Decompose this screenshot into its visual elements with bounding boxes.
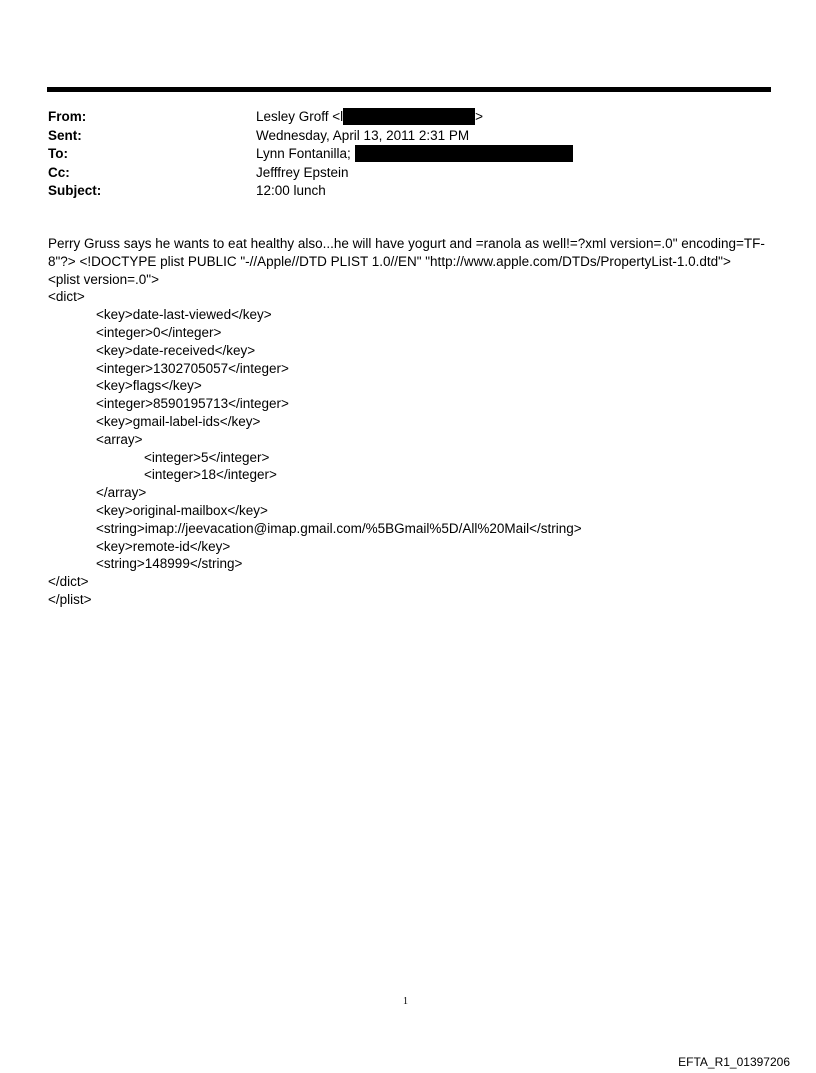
- plist-line: <key>remote-id</key>: [96, 538, 231, 554]
- from-label: From:: [48, 109, 87, 124]
- redaction-box: [343, 108, 475, 125]
- page-number: 1: [403, 996, 408, 1007]
- plist-line: <key>date-last-viewed</key>: [96, 307, 272, 323]
- document-id: EFTA_R1_01397206: [678, 1055, 790, 1069]
- plist-line: <key>gmail-label-ids</key>: [96, 413, 261, 429]
- to-value: [256, 145, 573, 164]
- header-rule: [47, 87, 771, 92]
- plist-line: <plist version=.0">: [48, 271, 159, 287]
- subject-value: 12:00 lunch: [256, 183, 326, 198]
- sent-label: Sent:: [48, 127, 82, 143]
- plist-line: <array>: [96, 431, 143, 447]
- plist-line: <key>original-mailbox</key>: [96, 502, 268, 518]
- cc-label: Cc:: [48, 164, 70, 180]
- cc-value: Jefffrey Epstein: [256, 164, 349, 180]
- plist-line: </array>: [96, 485, 147, 501]
- subject-label: Subject:: [48, 183, 102, 198]
- body-paragraph: Perry Gruss says he wants to eat healthy also...he will have yogurt and =ranola as well!=?xml version=.0" encoding=TF-8"?> <!DOCTYPE plist PUBLIC "-//Apple//DTD PLIST 1.0//EN" "http://www.apple.com/DTDs/PropertyList-1.0.dtd">: [48, 236, 765, 269]
- plist-line: <integer>1302705057</integer>: [96, 360, 289, 376]
- redaction-box: [355, 145, 573, 162]
- plist-line: <string>148999</string>: [96, 556, 243, 572]
- plist-line: <string>imap://jeevacation@imap.gmail.com/%5BGmail%5D/All%20Mail</string>: [96, 520, 582, 536]
- from-name: Lesley Groff <l: [256, 109, 344, 124]
- plist-line: </dict>: [48, 574, 89, 590]
- from-value: [256, 108, 483, 127]
- to-name: Lynn Fontanilla;: [256, 146, 351, 161]
- plist-line: <key>flags</key>: [96, 378, 202, 394]
- plist-line: <integer>5</integer>: [144, 449, 270, 465]
- email-body: [48, 235, 770, 609]
- plist-line: </plist>: [48, 591, 92, 607]
- to-label: To:: [48, 146, 68, 161]
- sent-value: Wednesday, April 13, 2011 2:31 PM: [256, 127, 470, 143]
- from-suffix: >: [475, 109, 484, 124]
- plist-line: <integer>0</integer>: [96, 324, 222, 340]
- plist-line: <dict>: [48, 289, 85, 305]
- plist-line: <integer>18</integer>: [144, 467, 277, 483]
- plist-line: <key>date-received</key>: [96, 342, 256, 358]
- plist-line: <integer>8590195713</integer>: [96, 396, 289, 412]
